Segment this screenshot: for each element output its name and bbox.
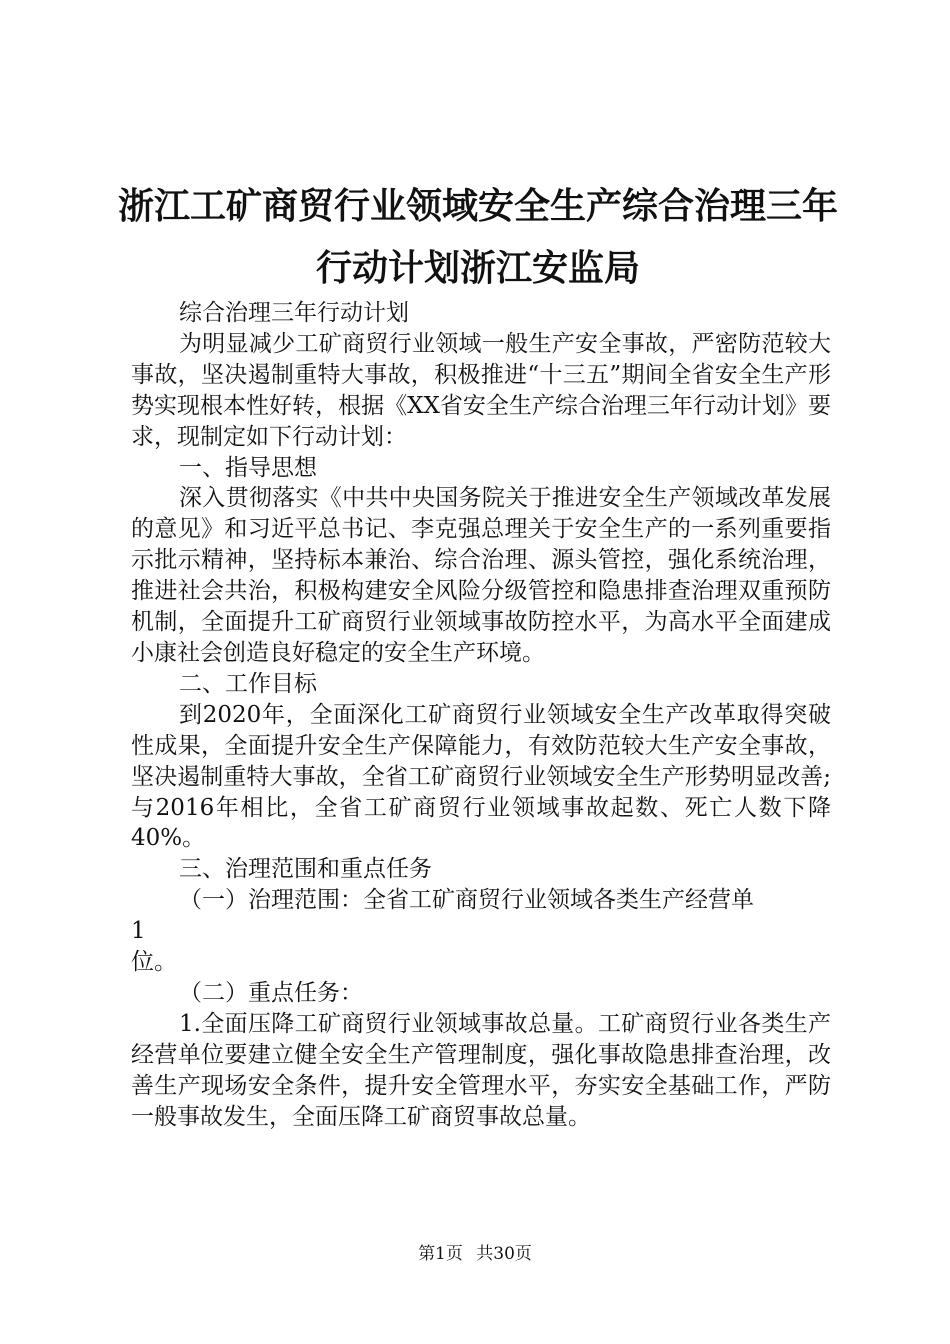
scope-paragraph: （一）治理范围：全省工矿商贸行业领域各类生产经营单: [179, 887, 754, 914]
section-heading-work-goals: 二、工作目标: [179, 670, 317, 697]
document-title-line-1: 浙江工矿商贸行业领域安全生产综合治理三年: [118, 185, 839, 227]
section-heading-guiding-ideology: 一、指导思想: [179, 454, 317, 481]
inline-page-number: 1: [131, 918, 146, 945]
document-body: [131, 298, 831, 1132]
key-tasks-heading: （二）重点任务：: [179, 979, 363, 1006]
page-footer: [0, 1244, 950, 1264]
section-heading-scope-tasks: 三、治理范围和重点任务: [179, 856, 432, 883]
scope-paragraph-continued: 位。: [131, 949, 177, 976]
subtitle-paragraph: 综合治理三年行动计划: [179, 300, 409, 326]
page-total: 共30页: [476, 1244, 532, 1264]
intro-paragraph: 为明显减少工矿商贸行业领域一般生产安全事故，严密防范较大事故，坚决遏制重特大事故，积极推进“十三五”期间全省安全生产形势实现根本性好转，根据《XX省安全生产综合治理三年行动计划》要求，现制定如下行动计划：: [131, 330, 831, 450]
page-number: 第1页: [418, 1244, 463, 1264]
document-title-line-2: 行动计划浙江安监局: [315, 247, 640, 289]
key-task-1-paragraph: 1.全面压降工矿商贸行业领域事故总量。工矿商贸行业各类生产经营单位要建立健全安全生产管理制度，强化事故隐患排查治理，改善生产现场安全条件，提升安全管理水平，夯实安全基础工作，严防一般事故发生，全面压降工矿商贸事故总量。: [131, 1010, 831, 1130]
guiding-ideology-paragraph: 深入贯彻落实《中共中央国务院关于推进安全生产领域改革发展的意见》和习近平总书记、李克强总理关于安全生产的一系列重要指示批示精神，坚持标本兼治、综合治理、源头管控，强化系统治理，推进社会共治，积极构建安全风险分级管控和隐患排查治理双重预防机制，全面提升工矿商贸行业领域事故防控水平，为高水平全面建成小康社会创造良好稳定的安全生产环境。: [131, 485, 831, 666]
work-goals-paragraph: 到2020年，全面深化工矿商贸行业领域安全生产改革取得突破性成果，全面提升安全生产保障能力，有效防范较大生产安全事故，坚决遏制重特大事故，全省工矿商贸行业领域安全生产形势明显改善;与2016年相比，全省工矿商贸行业领域事故起数、死亡人数下降40%。: [131, 701, 831, 852]
